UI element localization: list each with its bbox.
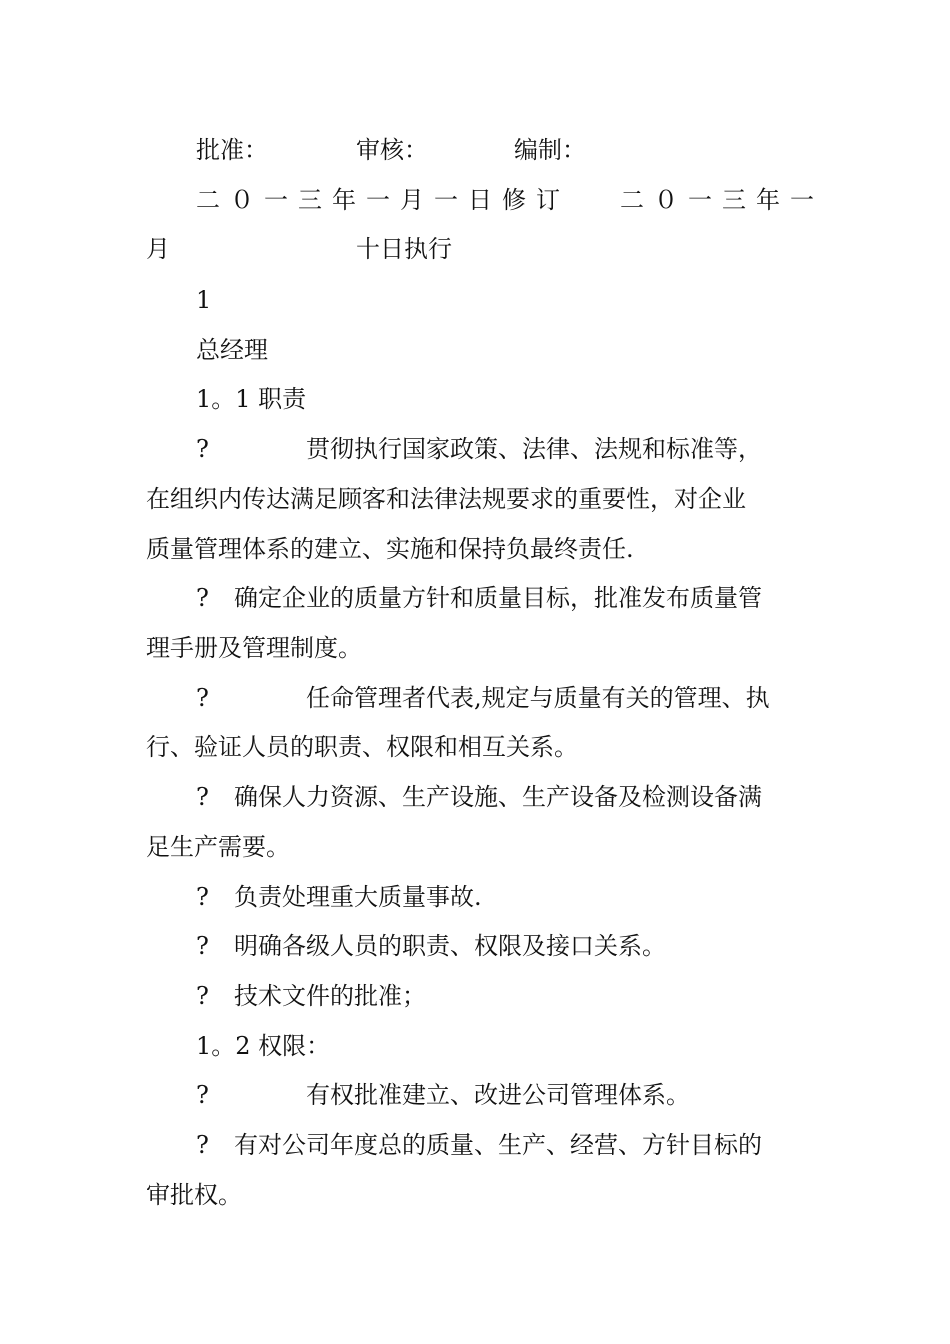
duty-2-line-2: 理手册及管理制度。 (146, 634, 362, 662)
revision-date: 二０一三年一月一日修订 (196, 186, 570, 214)
bullet-mark: ? (196, 783, 209, 811)
duty-4-line-1: 确保人力资源、生产设施、生产设备及检测设备满 (234, 783, 762, 811)
bullet-mark: ? (196, 1081, 209, 1109)
duty-4-line-2: 足生产需要。 (146, 833, 290, 861)
authority-2-line-2: 审批权。 (146, 1181, 242, 1209)
duty-3-line-2: 行、验证人员的职责、权限和相互关系。 (146, 733, 578, 761)
duty-6-line-1: 明确各级人员的职责、权限及接口关系。 (234, 932, 666, 960)
bullet-mark: ? (196, 883, 209, 911)
bullet-mark: ? (196, 1131, 209, 1159)
bullet-mark: ? (196, 982, 209, 1010)
execution-date-part1: 二０一三年一 (620, 186, 824, 214)
review-label: 审核： (356, 136, 428, 164)
duty-1-line-3: 质量管理体系的建立、实施和保持负最终责任. (146, 535, 634, 563)
section-number: 1 (196, 286, 212, 314)
execution-date-part2a: 月 (146, 235, 170, 263)
bullet-mark: ? (196, 684, 209, 712)
duty-2-line-1: 确定企业的质量方针和质量目标，批准发布质量管 (234, 584, 762, 612)
duty-1-line-2: 在组织内传达满足顾客和法律法规要求的重要性，对企业 (146, 485, 746, 513)
bullet-mark: ? (196, 435, 209, 463)
authority-1-line-1: 有权批准建立、改进公司管理体系。 (306, 1081, 690, 1109)
bullet-mark: ? (196, 932, 209, 960)
duty-1-line-1: 贯彻执行国家政策、法律、法规和标准等， (306, 435, 762, 463)
compile-label: 编制： (514, 136, 586, 164)
approve-label: 批准： (196, 136, 268, 164)
duty-5-line-1: 负责处理重大质量事故. (234, 883, 482, 911)
subsection-heading-duties: 1。1 职责 (196, 385, 307, 413)
bullet-mark: ? (196, 584, 209, 612)
execution-date-part2b: 十日执行 (356, 235, 452, 263)
duty-3-line-1: 任命管理者代表,规定与质量有关的管理、执 (306, 684, 770, 712)
authority-2-line-1: 有对公司年度总的质量、生产、经营、方针目标的 (234, 1131, 762, 1159)
section-title: 总经理 (196, 336, 268, 364)
duty-7-line-1: 技术文件的批准； (234, 982, 426, 1010)
subsection-heading-authority: 1。2 权限： (196, 1032, 331, 1060)
